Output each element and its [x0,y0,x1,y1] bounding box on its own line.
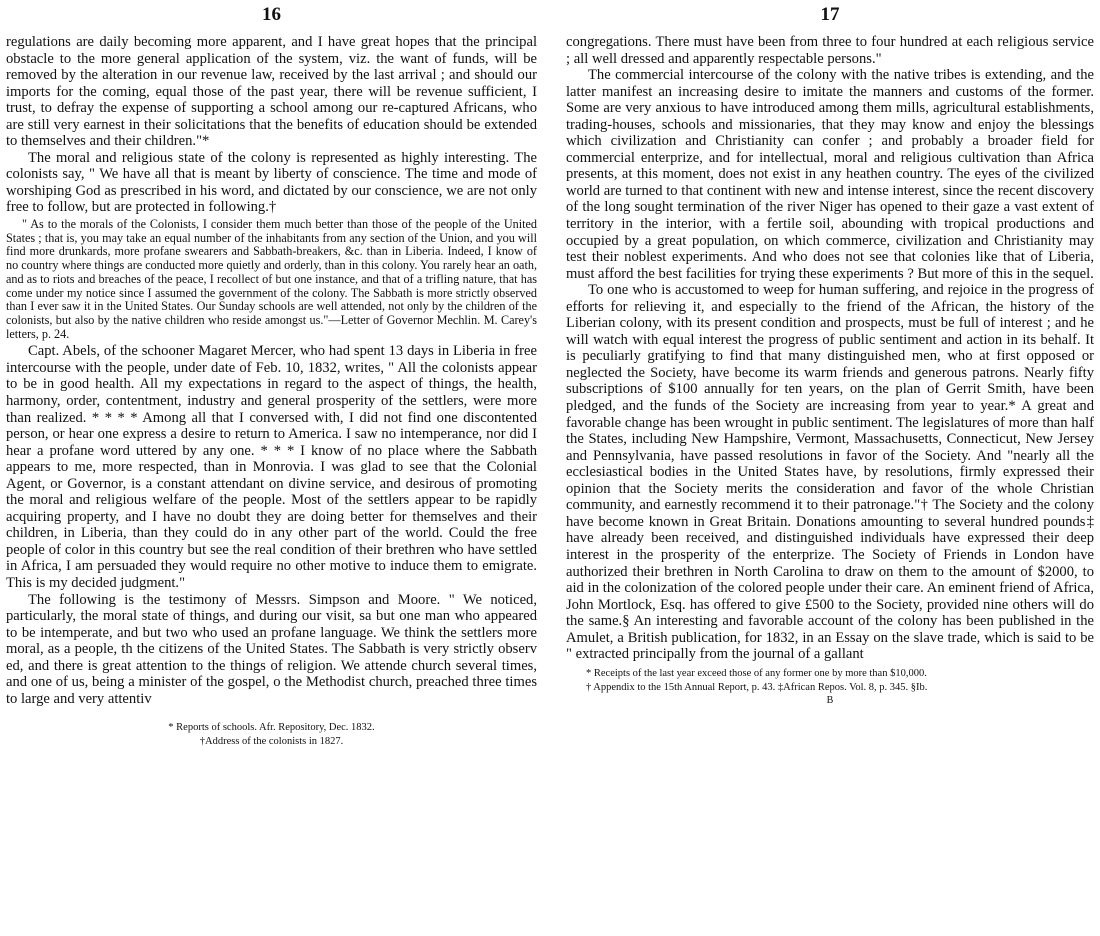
paragraph: The moral and religious state of the colony is represented as highly interesting. The colonists say, " We have all that is meant by liberty of conscience. The time and mode of worshiping God as prescribed in his word, and dictated by our conscience, we are not only free to follow, but are protected in following.† [6,149,537,216]
block-quote: " As to the morals of the Colonists, I consider them much better than those of the people of the United States ; that is, you may take an equal number of the inhabitants from any section of the Union, and you will find more drunkards, more profane swearers and Sabbath-breakers, &c. than in Liberia. Indeed, I know of no country where things are conducted more quietly and orderly, than in this colony. You rarely hear an oath, and as to riots and breaches of the peace, I recollect of but one instance, and that of a trifling nature, that has come under my notice since I assumed the government of the colony. The Sabbath is more strictly observed than I ever saw it in the United States. Our Sunday schools are well attended, not only by the children of the colonists, but also by the native children who reside amongst us."—Letter of Governor Mechlin. M. Carey's letters, p. 24. [6,217,537,341]
footnote: † Appendix to the 15th Annual Report, p. 43. ‡African Repos. Vol. 8, p. 345. §Ib. [586,681,928,693]
paragraph: The following is the testimony of Messrs. Simpson and Moore. " We noticed, particularly, the moral state of things, and during our visit, sa but one man who appeared to be intemperate, and but two who used an profane language. We think the settlers more moral, as a people, th the citizens of the United States. The Sabbath is very strictly observ ed, and there is great attention to the things of religion. We attende church several times, and one of us, being a minister of the gospel, o the Methodist church, preached three times to large and very attentiv [6,591,537,707]
page-number: 16 [262,4,281,25]
footnote-gap [6,707,537,721]
page-number: 17 [820,4,840,25]
left-page [0,0,545,936]
signature-mark: B [826,694,834,706]
paragraph: congregations. There must have been from three to four hundred at each religious service ; all well dressed and apparently respectable persons." [566,34,1094,67]
paragraph: The commercial intercourse of the colony with the native tribes is extending, and the latter manifest an increasing desire to imitate the manners and customs of the former. Some are very anxious to have introduced among them mills, agricultural establishments, trading-houses, schools and missionaries, that they may know and enjoy the blessings which civilization and Christianity can confer ; and probably a broader field for commercial enterprize, and for intellectual, moral and religious cultivation than Africa presents, at this moment, does not exist in any heathen country. The eyes of the civilized world are turned to that continent with new and intense interest, since the recent discovery of the long sought termination of the river Niger has opened to their gaze a vast extent of territory in the interior, with a fertile soil, abounding with tropical productions and occupied by a great population, on which commerce, civilization and Christianity may test their noblest experiments. And who does not see that colonies like that of Liberia, must afford the best facilities for trying these experiments ? But more of this in the sequel. [566,67,1094,282]
paragraph: To one who is accustomed to weep for human suffering, and rejoice in the progress of efforts for relieving it, and especially to the friend of the African, the history of the Liberian colony, with its present condition and prospects, must be full of interest ; and he will watch with equal interest the progress of public sentiment and action in its behalf. It is peculiarly gratifying to find that many distinguished men, who at first opposed or neglected the Society, have become its warm friends and generous patrons. Nearly fifty subscriptions of $100 annually for ten years, on the plan of Gerrit Smith, have been pledged, and the funds of the Society are increasing from year to year.* A great and favorable change has been wrought in public sentiment. The legislatures of more than half the States, including New Hampshire, Vermont, Massachusetts, Connecticut, New Jersey and Pennsylvania, have passed resolutions in favor of the Society. And "nearly all the ecclesiastical bodies in the United States have, by resolutions, firmly expressed their opinion that the Society merits the consideration and favor of the whole Christian community, and earnestly recommend it to their patronage."† The Society and the colony have become known in Great Britain. Donations amounting to several hundred pounds‡ have already been received, and distinguished individuals have expressed their deep interest in the prosperity of the enterprize. The Society of Friends in London have authorized their brethren in North Carolina to draw on them to the amount of $2000, to aid in the colonization of the colored people under their care. An eminent friend of Africa, John Mortlock, Esq. has offered to give £500 to the Society, provided nine others will do the same.§ An interesting and favorable account of the colony has been published in the Amulet, a British publication, for 1832, in an Essay on the slave trade, which is said to be " extracted principally from the journal of a gallant [566,282,1094,663]
footnote: †Address of the colonists in 1827. [199,736,344,748]
right-page [560,0,1100,936]
paragraph: regulations are daily becoming more apparent, and I have great hopes that the principal obstacle to the more general application of the system, viz. the want of funds, will be removed by the alteration in our revenue law, received by the last arrival ; and should our imports for the coming, equal those of the past year, there will be revenue sufficient, I trust, to defray the expense of supporting a school among our re-captured Africans, who are still very earnest in their solicitations that the benefits of education should be extended to themselves and their children."* [6,34,537,150]
paragraph: Capt. Abels, of the schooner Magaret Mercer, who had spent 13 days in Liberia in free intercourse with the people, under date of Feb. 10, 1832, writes, " All the colonists appear to be in good health. All my expectations in regard to the aspect of things, the health, harmony, order, contentment, industry and general prosperity of the settlers, were more than realized. * * * * Among all that I conversed with, I did not find one discontented person, or hear one express a desire to return to America. I saw no intemperance, nor did I hear a profane word uttered by any one. * * * I know of no place where the Sabbath appears to me, more respected, than in Monrovia. I was glad to see that the Colonial Agent, or Governor, is a constant attendant on divine service, and desirous of promoting the moral and religious welfare of the people. Most of the settlers appear to be rapidly acquiring property, and I have no doubt they are doing better for themselves and their children, in Liberia, than they could do in any other part of the world. Could the free people of color in this country but see the real condition of their brethren who have settled in Africa, I am persuaded they would require no other motive to induce them to emigrate. This is my decided judgment." [6,343,537,591]
footnote: * Receipts of the last year exceed those of any former one by more than $10,000. [586,667,927,679]
footnote: * Reports of schools. Afr. Repository, Dec. 1832. [168,722,375,734]
